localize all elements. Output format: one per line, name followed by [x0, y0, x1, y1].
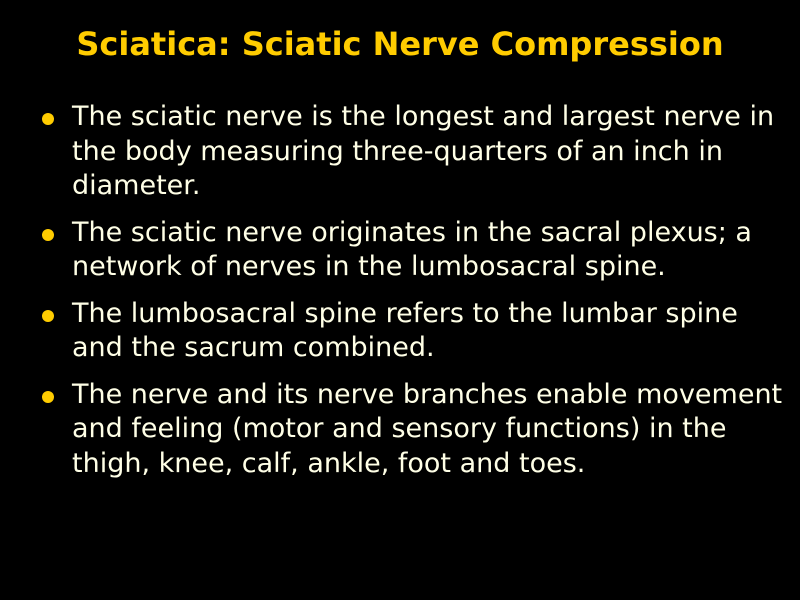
- bullet-dot-icon: [42, 229, 54, 241]
- bullet-dot-icon: [42, 310, 54, 322]
- bullet-item: [40, 378, 795, 482]
- bullet-item: [40, 216, 795, 285]
- bullet-text: The lumbosacral spine refers to the lumbar spine and the sacrum combined.: [72, 297, 738, 363]
- bullet-item: [40, 297, 795, 366]
- bullet-dot-icon: [42, 391, 54, 403]
- bullet-text: The sciatic nerve originates in the sacral plexus; a network of nerves in the lumbosacral spine.: [72, 216, 752, 282]
- bullet-list: [40, 100, 795, 493]
- bullet-text: The nerve and its nerve branches enable movement and feeling (motor and sensory functions) in the thigh, knee, calf, ankle, foot and toes.: [72, 378, 783, 479]
- slide-title: Sciatica: Sciatic Nerve Compression: [76, 25, 724, 63]
- bullet-dot-icon: [42, 113, 54, 125]
- bullet-item: [40, 100, 795, 204]
- bullet-text: The sciatic nerve is the longest and largest nerve in the body measuring three-quarters of an inch in diameter.: [72, 101, 775, 201]
